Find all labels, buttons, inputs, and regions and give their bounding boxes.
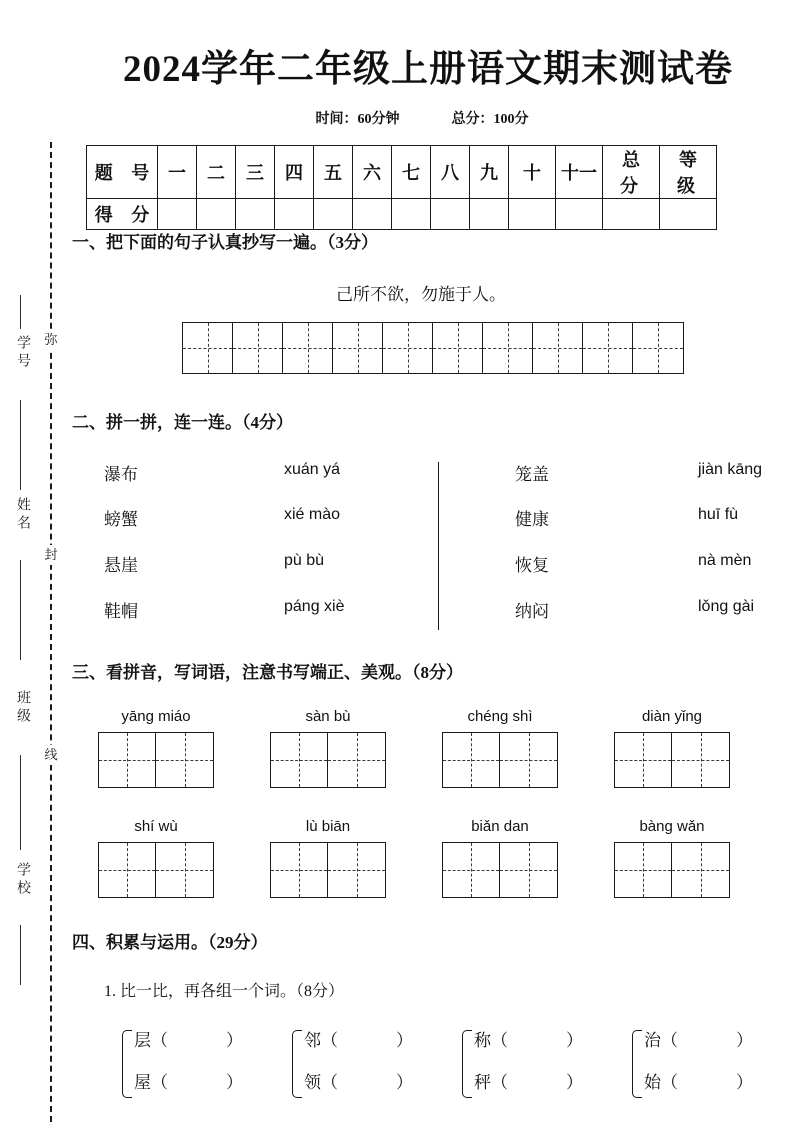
close-paren: ） [736,1073,753,1092]
word-grid-r2c3[interactable] [442,842,558,898]
score-col-7: 七 [392,146,431,199]
seal-field-school: 学校 [16,862,32,898]
score-col-5: 五 [314,146,353,199]
brace-icon [632,1030,642,1098]
section-three-title: 三、看拼音，写词语，注意书写端正、美观。（8分） [72,663,463,682]
score-cell-7[interactable] [392,199,431,230]
match-right-word-2[interactable]: 健康 [515,510,549,529]
match-left-pinyin-1[interactable]: xuán yá [284,461,341,478]
score-col-8: 八 [431,146,470,199]
score-col-6: 六 [353,146,392,199]
compare-char: 邻 [304,1031,321,1050]
grid-cell[interactable] [583,323,633,373]
seal-field-class: 班级 [16,690,32,726]
grid-cell[interactable] [271,733,328,787]
grid-cell[interactable] [283,323,333,373]
match-left-word-4[interactable]: 鞋帽 [104,602,138,621]
grid-cell[interactable] [443,733,500,787]
grid-cell[interactable] [183,323,233,373]
pinyin-label-r1c2: sàn bù [305,708,351,725]
match-left-word-3[interactable]: 悬崖 [104,556,138,575]
page-title: 2024学年二年级上册语文期末测试卷 [123,49,733,90]
match-right-pinyin-4[interactable]: lǒng gài [698,598,755,615]
grid-cell[interactable] [483,323,533,373]
word-grid-r2c2[interactable] [270,842,386,898]
compare-char: 领 [304,1073,321,1092]
score-col-1: 一 [158,146,197,199]
match-right-word-1[interactable]: 笼盖 [515,465,549,484]
section-four-title: 四、积累与运用。（29分） [72,933,268,952]
grid-cell[interactable] [672,843,729,897]
grid-cell[interactable] [99,733,156,787]
score-col-4: 四 [275,146,314,199]
match-right-pinyin-2[interactable]: huī fù [698,506,739,523]
word-grid-r2c4[interactable] [614,842,730,898]
brace-icon [292,1030,302,1098]
seal-char-xian: 线 [40,745,62,765]
sealing-dashed-line [50,142,52,1122]
match-left-pinyin-2[interactable]: xié mào [284,506,341,523]
score-cell-2[interactable] [197,199,236,230]
section-two-title: 二、拼一拼，连一连。（4分） [72,413,293,432]
score-cell-8[interactable] [431,199,470,230]
pinyin-label-r2c4: bàng wǎn [639,818,705,835]
compare-pair-2-bottom[interactable] [304,1068,413,1093]
compare-char: 治 [644,1031,661,1050]
grid-cell[interactable] [672,733,729,787]
match-right-pinyin-3[interactable]: nà mèn [698,552,752,569]
seal-rule-3 [20,560,21,660]
compare-pair-1 [122,1026,272,1104]
score-cell-5[interactable] [314,199,353,230]
word-grid-r2c1[interactable] [98,842,214,898]
match-right-word-4[interactable]: 纳闷 [515,602,549,621]
open-paren: （ [491,1031,508,1050]
score-cell-6[interactable] [353,199,392,230]
seal-char-feng: 封 [40,545,62,565]
compare-char: 称 [474,1031,491,1050]
seal-rule-1 [20,295,21,329]
close-paren: ） [396,1073,413,1092]
grid-cell[interactable] [500,843,557,897]
grid-cell[interactable] [615,843,672,897]
seal-field-name: 姓名 [16,497,32,533]
grid-cell[interactable] [533,323,583,373]
grid-cell[interactable] [233,323,283,373]
compare-pair-3 [462,1026,612,1104]
score-cell-10[interactable] [509,199,556,230]
grid-cell[interactable] [328,733,385,787]
exam-time-label: 时间：60分钟 [315,112,400,127]
score-col-grade: 等 级 [660,146,717,199]
pinyin-label-r2c1: shí wù [134,818,178,835]
match-right-pinyin-1[interactable]: jiàn kāng [698,461,763,478]
brace-icon [122,1030,132,1098]
score-cell-11[interactable] [556,199,603,230]
score-col-10: 十 [509,146,556,199]
seal-rule-4 [20,755,21,850]
compare-pair-1-bottom[interactable] [134,1068,243,1093]
score-col-9: 九 [470,146,509,199]
matching-divider [438,462,439,630]
pinyin-label-r1c1: yāng miáo [121,708,191,725]
match-left-pinyin-4[interactable]: páng xiè [284,598,345,615]
exam-meta [72,108,772,128]
compare-pair-1-top[interactable] [134,1026,243,1051]
score-table-label-score: 得 分 [87,199,158,230]
word-grid-r1c1[interactable] [98,732,214,788]
compare-pair-4-top[interactable] [644,1026,753,1051]
score-col-3: 三 [236,146,275,199]
open-paren: （ [661,1073,678,1092]
compare-pair-3-top[interactable] [474,1026,583,1051]
grid-cell[interactable] [328,843,385,897]
grid-cell[interactable] [383,323,433,373]
open-paren: （ [151,1073,168,1092]
word-grid-r1c3[interactable] [442,732,558,788]
compare-pair-2 [292,1026,442,1104]
close-paren: ） [736,1031,753,1050]
word-grid-r1c2[interactable] [270,732,386,788]
score-cell-3[interactable] [236,199,275,230]
sealing-margin [0,0,72,1122]
table-row-scores [87,199,717,230]
seal-char-mi: 弥 [40,330,62,350]
close-paren: ） [226,1073,243,1092]
seal-rule-5 [20,925,21,985]
match-left-pinyin-3[interactable]: pù bù [284,552,325,569]
close-paren: ） [566,1031,583,1050]
brace-icon [462,1030,472,1098]
compare-char: 屋 [134,1073,151,1092]
compare-char: 层 [134,1031,151,1050]
score-cell-9[interactable] [470,199,509,230]
compare-pair-4-bottom[interactable] [644,1068,753,1093]
exam-total-label: 总分：100分 [451,112,529,127]
score-table-label-question: 题 号 [87,146,158,199]
pinyin-label-r1c3: chéng shì [467,708,533,725]
pinyin-label-r2c2: lù biān [305,818,351,835]
seal-field-student-id: 学号 [16,335,32,371]
score-cell-grade[interactable] [660,199,717,230]
compare-char: 秤 [474,1073,491,1092]
score-col-2: 二 [197,146,236,199]
grid-cell[interactable] [156,843,213,897]
seal-rule-2 [20,400,21,490]
score-cell-1[interactable] [158,199,197,230]
compare-char: 始 [644,1073,661,1092]
open-paren: （ [491,1073,508,1092]
pinyin-label-r2c3: biǎn dan [471,818,529,835]
open-paren: （ [321,1031,338,1050]
grid-cell[interactable] [271,843,328,897]
word-grid-r1c4[interactable] [614,732,730,788]
match-left-word-1[interactable]: 瀑布 [104,465,138,484]
match-left-word-2[interactable]: 螃蟹 [104,510,138,529]
pinyin-label-r1c4: diàn yǐng [641,708,703,725]
close-paren: ） [396,1031,413,1050]
compare-pair-2-top[interactable] [304,1026,413,1051]
grid-cell[interactable] [443,843,500,897]
score-cell-4[interactable] [275,199,314,230]
section-one-sentence: 己所不欲，勿施于人。 [336,285,506,304]
match-right-word-3[interactable]: 恢复 [515,556,549,575]
section-one-title: 一、把下面的句子认真抄写一遍。（3分） [72,233,378,252]
grid-cell[interactable] [99,843,156,897]
close-paren: ） [226,1031,243,1050]
section-four-q1-title: 1. 比一比，再各组一个词。（8分） [104,983,345,1000]
open-paren: （ [661,1031,678,1050]
table-row-question-numbers [87,146,717,199]
score-cell-total[interactable] [603,199,660,230]
grid-cell[interactable] [615,733,672,787]
open-paren: （ [321,1073,338,1092]
copy-writing-grid[interactable] [182,322,684,374]
compare-pair-4 [632,1026,782,1104]
score-col-11: 十一 [556,146,603,199]
grid-cell[interactable] [433,323,483,373]
grid-cell[interactable] [156,733,213,787]
close-paren: ） [566,1073,583,1092]
score-col-total: 总 分 [603,146,660,199]
grid-cell[interactable] [633,323,683,373]
exam-page [72,0,792,1122]
grid-cell[interactable] [333,323,383,373]
open-paren: （ [151,1031,168,1050]
score-table [86,145,717,230]
grid-cell[interactable] [500,733,557,787]
compare-pair-3-bottom[interactable] [474,1068,583,1093]
